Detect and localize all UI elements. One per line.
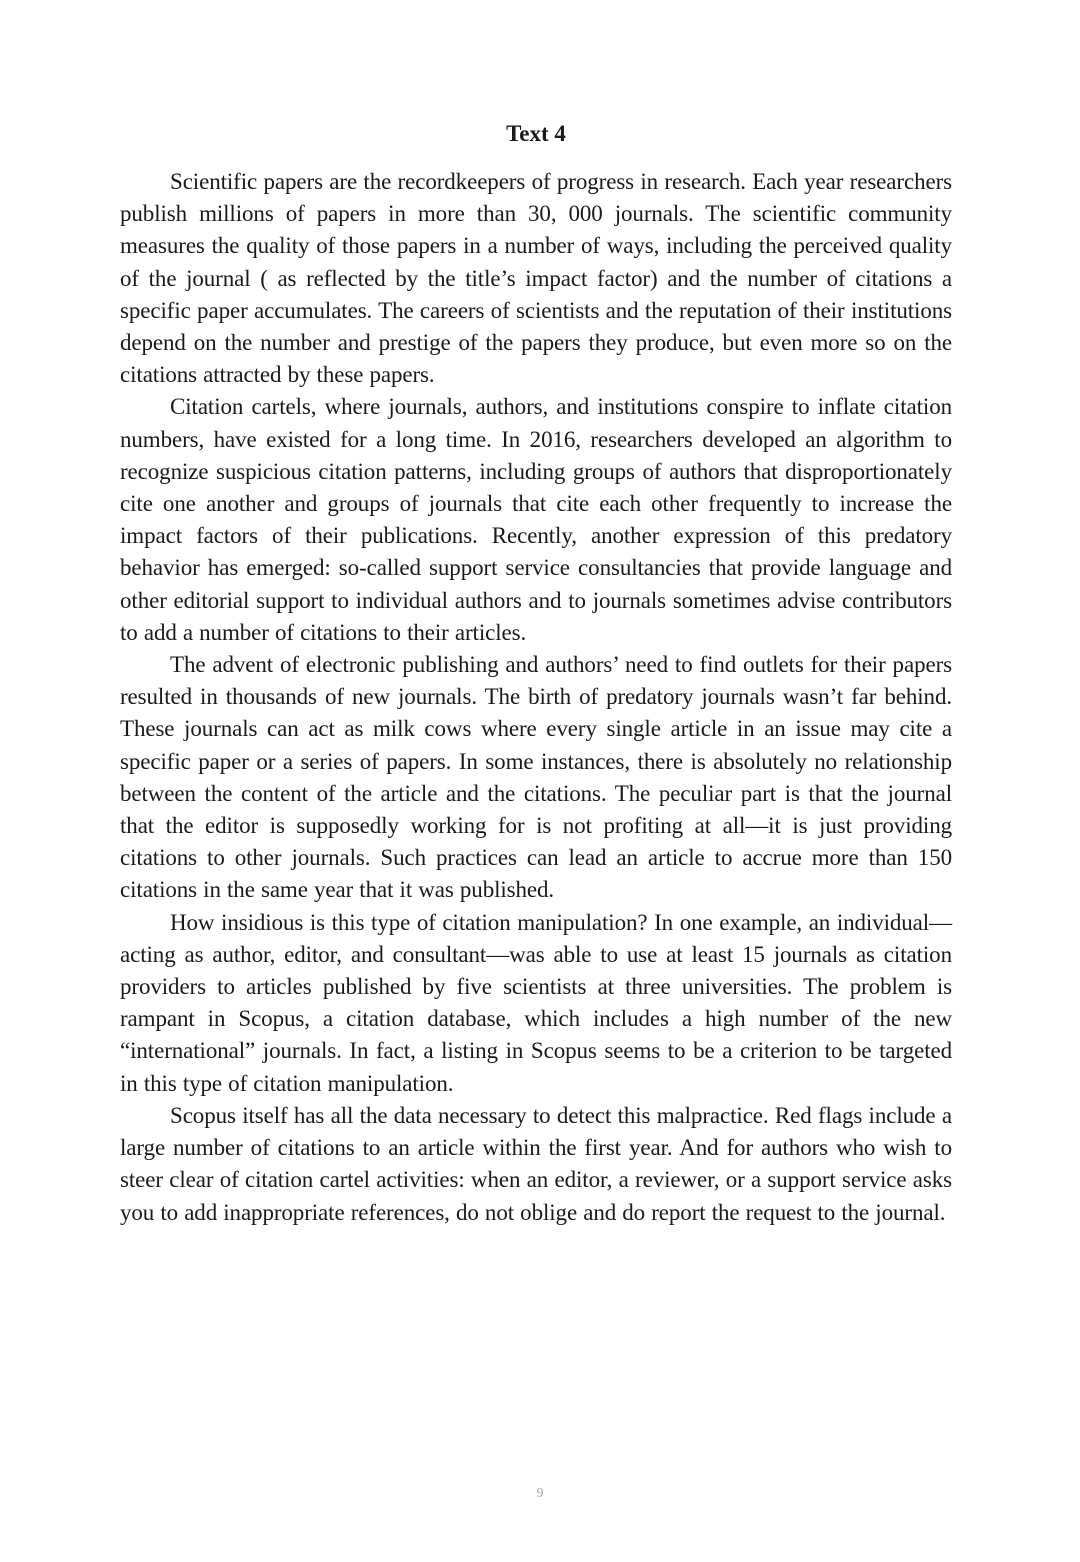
page-title: Text 4 — [506, 121, 566, 146]
paragraph-1: Scientific papers are the recordkeepers of progress in research. Each year researchers publish millions of papers in more than 30, 000 journals. The scientific community measures the quality of those papers in a number of ways, including the perceived quality of the journal ( as reflected by the title’s impact factor) and the number of citations a specific paper accumulates. The careers of scientists and the reputation of their institutions depend on the number and prestige of the papers they produce, but even more so on the citations attracted by these papers. — [120, 169, 952, 388]
paragraph-2: Citation cartels, where journals, authors, and institutions conspire to inflate citation numbers, have existed for a long time. In 2016, researchers developed an algorithm to recognize suspicious citation patterns, including groups of authors that disproportionately cite one another and groups of journals that cite each other frequently to increase the impact factors of their publications. Recently, another expression of this predatory behavior has emerged: so-called support service consultancies that provide language and other editorial support to individual authors and to journals sometimes advise contributors to add a number of citations to their articles. — [120, 394, 952, 645]
article-body — [120, 166, 952, 1229]
paragraph-3: The advent of electronic publishing and authors’ need to find outlets for their papers resulted in thousands of new journals. The birth of predatory journals wasn’t far behind. These journals can act as milk cows where every single article in an issue may cite a specific paper or a series of papers. In some instances, there is absolutely no relationship between the content of the article and the citations. The peculiar part is that the journal that the editor is supposedly working for is not profiting at all—it is just providing citations to other journals. Such practices can lead an article to accrue more than 150 citations in the same year that it was published. — [120, 652, 952, 903]
paragraph-4: How insidious is this type of citation manipulation? In one example, an individual—acting as author, editor, and consultant—was able to use at least 15 journals as citation providers to articles published by five scientists at three universities. The problem is rampant in Scopus, a citation database, which includes a high number of the new “international” journals. In fact, a listing in Scopus seems to be a criterion to be targeted in this type of citation manipulation. — [120, 909, 952, 1096]
paragraph-5: Scopus itself has all the data necessary to detect this malpractice. Red flags include a large number of citations to an article within the first year. And for authors who wish to steer clear of citation cartel activities: when an editor, a reviewer, or a support service asks you to add inappropriate references, do not oblige and do report the request to the journal. — [120, 1102, 952, 1225]
page-number: 9 — [536, 1486, 544, 1501]
